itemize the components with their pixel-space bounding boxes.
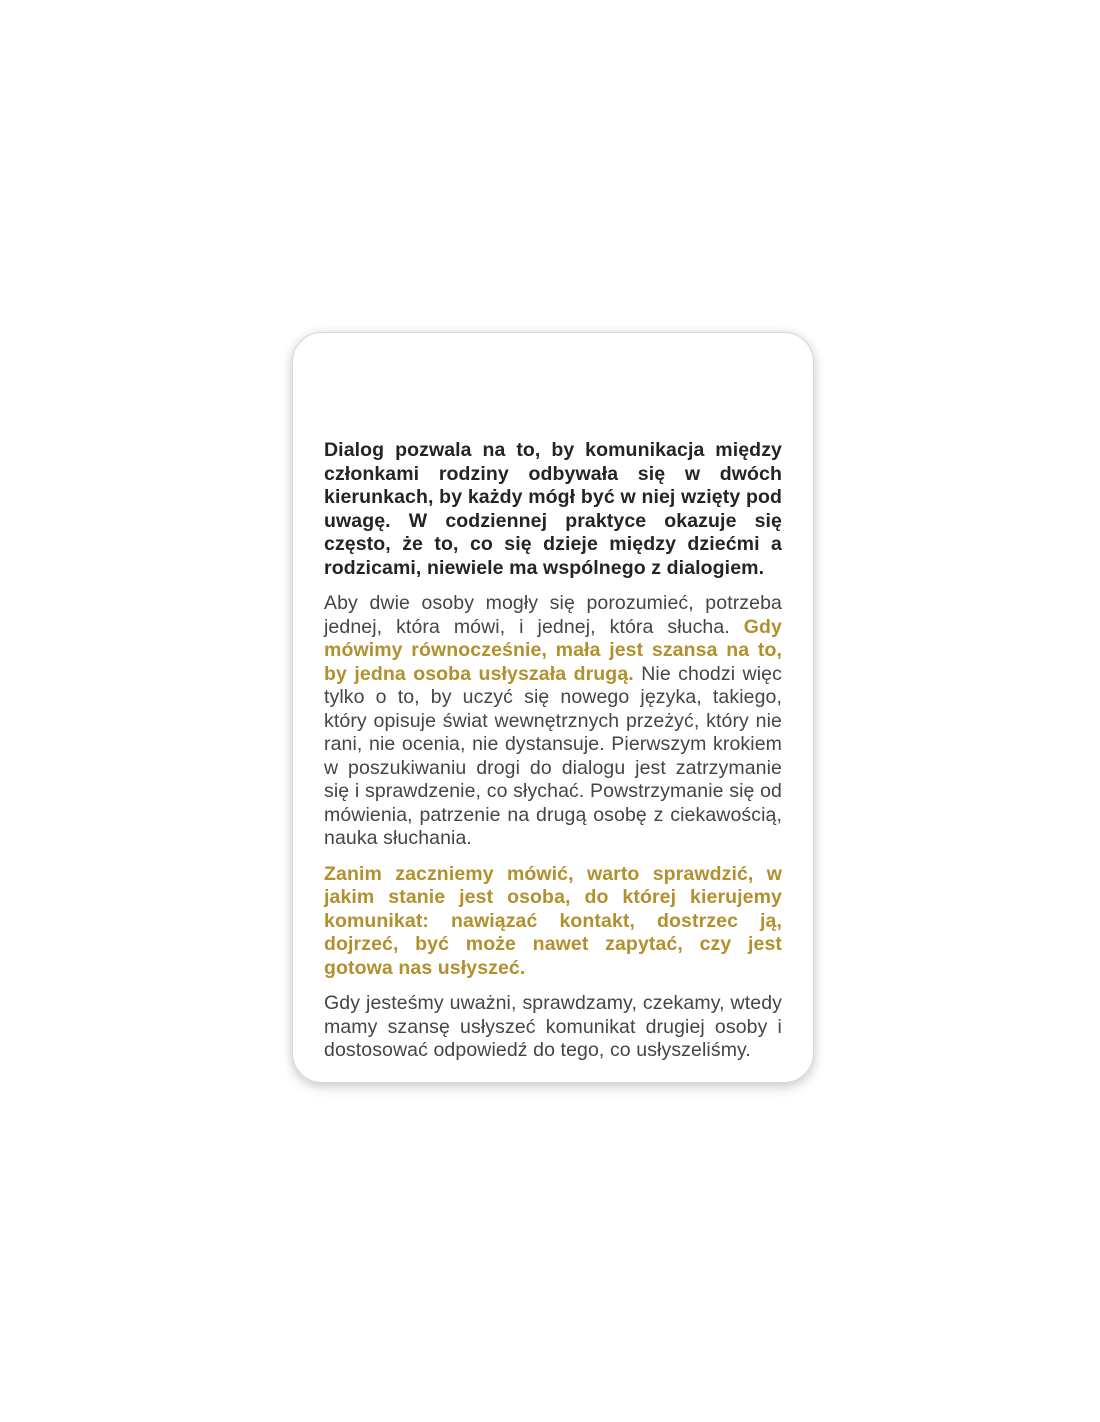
intro-text: Dialog pozwala na to, by komunikacja między członkami rodziny odbywała się w dwóch kierunkach, by każdy mógł być w niej wzięty pod uwagę. W codziennej praktyce okazuje się często, że to, co się dzieje między dziećmi a rodzicami, niewiele ma wspólnego z dialogiem.: [324, 439, 782, 579]
accent-paragraph: [324, 863, 782, 981]
listening-text-lead: Aby dwie osoby mogły się porozumieć, potrzeba jednej, która mówi, i jednej, która słucha.: [324, 592, 782, 638]
dialog-text-card: [292, 332, 814, 1083]
listening-text-rest: Nie chodzi więc tylko o to, by uczyć się nowego języka, takiego, który opisuje świat wewnętrznych przeżyć, który nie rani, nie ocenia, nie dystansuje. Pierwszym krokiem w poszukiwaniu drogi do dialogu jest zatrzymanie się i sprawdzenie, co słychać. Powstrzymanie się od mówienia, patrzenie na drugą osobę z ciekawością, nauka słuchania.: [324, 662, 782, 849]
listening-text-highlight: Gdy mówimy równocześnie, mała jest szansa na to, by jedna osoba usłyszała drugą.: [324, 615, 782, 685]
accent-text: Zanim zaczniemy mówić, warto sprawdzić, w jakim stanie jest osoba, do której kierujemy komunikat: nawiązać kontakt, dostrzec ją, dojrzeć, być może nawet zapytać, czy jest gotowa nas usłyszeć.: [324, 862, 782, 979]
closing-paragraph: [324, 992, 782, 1063]
intro-paragraph: [324, 439, 782, 580]
listening-paragraph: [324, 592, 782, 851]
closing-text: Gdy jesteśmy uważni, sprawdzamy, czekamy, wtedy mamy szansę usłyszeć komunikat drugiej osoby i dostosować odpowiedź do tego, co usłyszeliśmy.: [324, 992, 782, 1061]
